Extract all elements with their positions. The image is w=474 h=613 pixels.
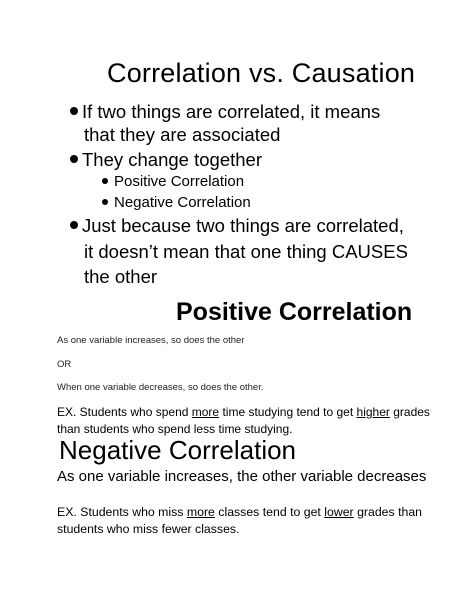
negative-heading: Negative Correlation [59,435,297,465]
sub-bullet-negative [102,193,251,213]
bullet-dot-icon [102,178,108,184]
example-underlined: more [191,405,220,419]
bullet-dot-icon [70,107,78,115]
example-text: time studying tend to get [219,405,357,419]
negative-definition: As one variable increases, the other variable decreases [57,468,427,485]
example-text: grades than [353,505,423,519]
bullet-text: If two things are correlated, it means [82,101,381,122]
bullet-causation [70,214,404,238]
positive-heading: Positive Correlation [176,298,413,326]
bullet-text-continued: that they are associated [84,124,281,145]
or-text: OR [57,359,72,370]
sub-bullet-positive [102,172,244,192]
example-underlined: higher [356,405,390,419]
positive-example [57,404,430,421]
example-underlined: more [186,505,215,519]
bullet-text: They change together [82,149,262,170]
negative-example-line2: students who miss fewer classes. [57,522,240,536]
negative-example [57,504,422,521]
bullet-text-continued: it doesn’t mean that one thing CAUSES [84,241,408,262]
bullet-dot-icon [70,155,78,163]
bullet-associated [70,100,380,124]
positive-definition: As one variable increases, so does the other [57,335,245,346]
example-underlined: lower [324,505,354,519]
bullet-change-together [70,148,262,172]
bullet-text: Just because two things are correlated, [82,215,404,236]
bullet-dot-icon [70,221,78,229]
sub-bullet-text: Positive Correlation [114,173,245,190]
positive-definition-alt: When one variable decreases, so does the other. [57,382,264,393]
sub-bullet-text: Negative Correlation [114,194,251,211]
example-text: grades [389,405,430,419]
example-text: classes tend to get [214,505,325,519]
positive-example-line2: than students who spend less time studying. [57,422,293,436]
bullet-dot-icon [102,199,108,205]
page-title: Correlation vs. Causation [107,58,416,88]
bullet-text-continued: the other [84,266,158,287]
example-text: EX. Students who spend [57,405,192,419]
example-text: EX. Students who miss [57,505,187,519]
